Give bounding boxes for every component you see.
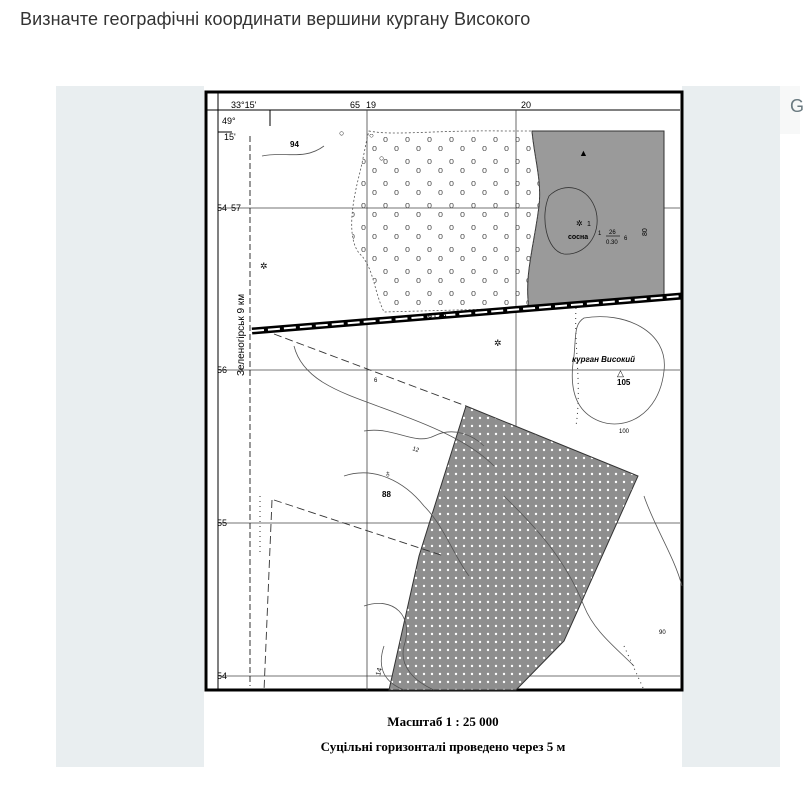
forest-spacing: 6 (624, 236, 628, 242)
triangulation-mark: △ (617, 368, 624, 378)
topographic-map (204, 86, 682, 767)
forest-area (528, 131, 664, 308)
scale-label: Масштаб 1 : 25 000 (387, 714, 499, 729)
grid-top-label-19: 19 (366, 100, 377, 110)
svg-text:○: ○ (379, 153, 385, 163)
grid-left-label-56: 56 (217, 365, 228, 375)
road-label: Зеленогірськ 9 км (236, 293, 247, 376)
route-label-14: 14 (375, 667, 384, 677)
spot-height-88: 88 (382, 490, 391, 499)
contour-label-90: 90 (659, 630, 666, 636)
grid-left-label-55: 55 (217, 518, 228, 528)
side-icon[interactable]: G (790, 96, 804, 116)
forest-index: 1 (587, 221, 591, 228)
forest-species-label: сосна (568, 234, 589, 241)
barrow-name: курган Високий (572, 355, 635, 364)
corner-latitude-deg: 49° (222, 116, 236, 126)
grid-top-label-20: 20 (521, 100, 532, 110)
barrow-height: 105 (617, 378, 631, 387)
road-code: 6 - 2А (428, 313, 448, 320)
svg-text:✲: ✲ (260, 261, 268, 271)
question-title: Визначте географічні координати вершини кургану Високого (20, 9, 531, 29)
svg-text:▲: ▲ (579, 148, 588, 158)
corner-latitude-min: 15' (224, 132, 236, 142)
svg-text:✲: ✲ (576, 219, 583, 228)
svg-text:♁: ♁ (384, 469, 392, 480)
forest-thickness: 0.30 (606, 240, 618, 246)
corner-longitude: 33°15' (231, 100, 257, 110)
contour-label-80: 12 (411, 446, 420, 455)
grid-left-label-54: 54 (217, 203, 228, 213)
contour-interval-note: Суцільні горизонталі проведено через 5 м (320, 739, 566, 754)
forest-height: 26 (609, 230, 616, 236)
grid-left-label-57: 57 (231, 203, 242, 213)
grid-left-label-54-bottom: 54 (217, 671, 228, 681)
svg-text:○: ○ (339, 128, 345, 138)
svg-text:1: 1 (598, 231, 602, 237)
boundary-label-6: 6 (374, 378, 378, 384)
spot-height-94: 94 (290, 140, 299, 149)
svg-text:○: ○ (369, 131, 374, 140)
grid-top-label-65: 65 (350, 100, 361, 110)
contour-label-100: 100 (619, 429, 630, 435)
route-label-12: 80 (642, 228, 649, 236)
svg-text:✲: ✲ (494, 338, 502, 348)
